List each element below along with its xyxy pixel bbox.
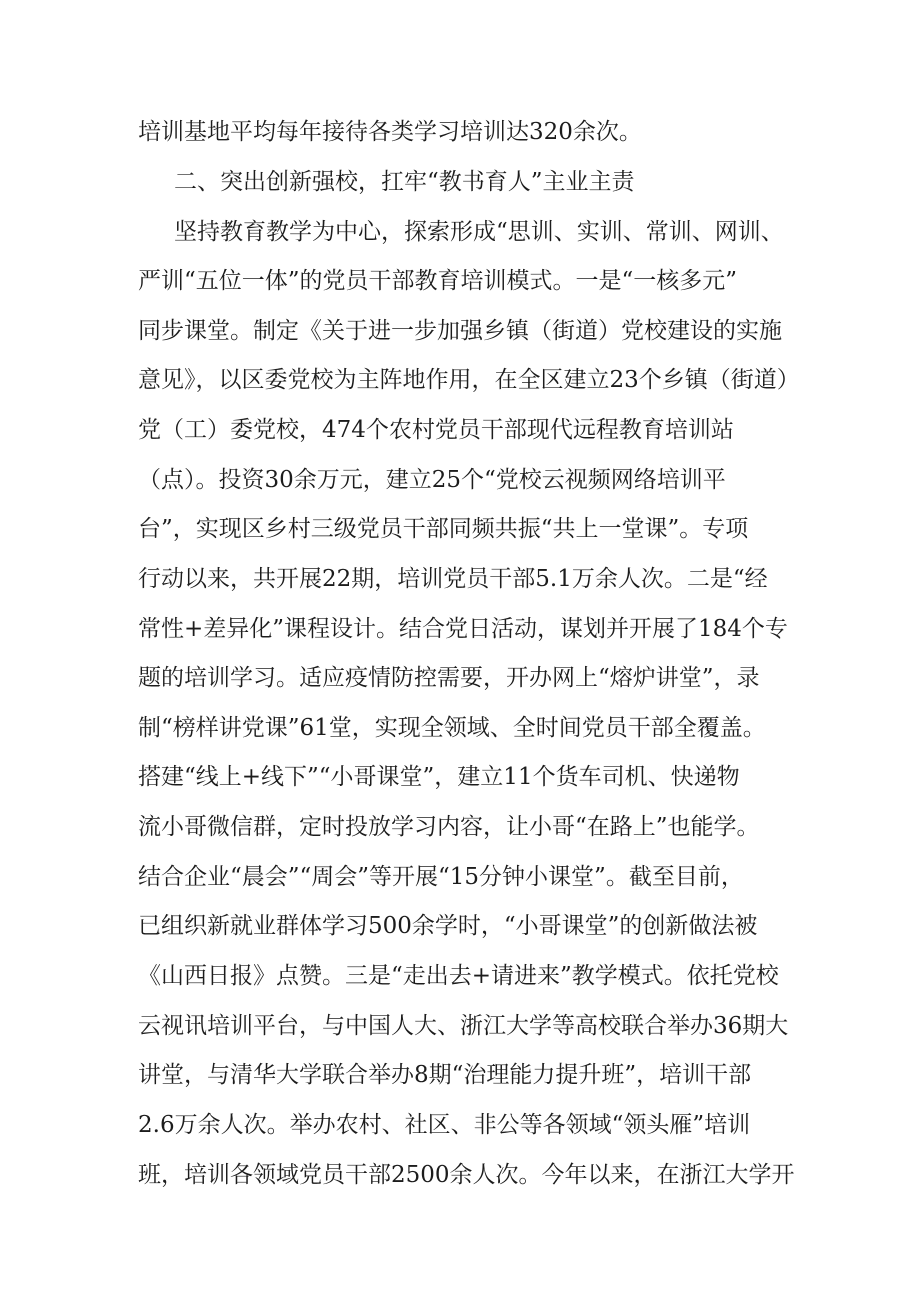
text-line: 台”，实现区乡村三级党员干部同频共振“共上一堂课”。专项: [138, 516, 749, 542]
text-line: 制“榜样讲党课”61堂，实现全领域、全时间党员干部全覆盖。: [138, 715, 766, 741]
text-line: 培训基地平均每年接待各类学习培训达320余次。: [138, 119, 642, 145]
text-line: 行动以来，共开展22期，培训党员干部5.1万余人次。二是“经: [138, 566, 768, 592]
text-line: 2.6万余人次。举办农村、社区、非公等各领域“领头雁”培训: [138, 1112, 751, 1138]
text-line: 班，培训各领域党员干部2500余人次。今年以来，在浙江大学开: [138, 1162, 795, 1188]
paragraph-first-line: 坚持教育教学为中心，探索形成“思训、实训、常训、网训、: [174, 219, 784, 245]
text-line: 同步课堂。制定《关于进一步加强乡镇（街道）党校建设的实施: [138, 318, 782, 344]
text-line: 党（工）委党校，474个农村党员干部现代远程教育培训站: [138, 417, 734, 443]
text-line: 严训“五位一体”的党员干部教育培训模式。一是“一核多元”: [138, 268, 738, 294]
text-line: （点）。投资30余万元，建立25个“党校云视频网络培训平: [138, 467, 726, 493]
text-line: 讲堂，与清华大学联合举办8期“治理能力提升班”，培训干部: [138, 1062, 752, 1088]
text-line: 流小哥微信群，定时投放学习内容，让小哥“在路上”也能学。: [138, 814, 760, 840]
text-line: 搭建“线上+线下”“小哥课堂”，建立11个货车司机、快递物: [138, 764, 740, 790]
text-line: 常性+差异化”课程设计。结合党日活动，谋划并开展了184个专: [138, 616, 788, 642]
text-line: 意见》，以区委党校为主阵地作用，在全区建立23个乡镇（街道）: [138, 367, 800, 393]
text-line: 《山西日报》点赞。三是“走出去+请进来”教学模式。依托党校: [138, 963, 779, 989]
text-line: 云视讯培训平台，与中国人大、浙江大学等高校联合举办36期大: [138, 1013, 789, 1039]
text-line: 结合企业“晨会”“周会”等开展“15分钟小课堂”。截至目前，: [138, 864, 744, 890]
text-line: 题的培训学习。适应疫情防控需要，开办网上“熔炉讲堂”，录: [138, 665, 760, 691]
section-heading: 二、突出创新强校，扛牢“教书育人”主业主责: [174, 169, 635, 195]
text-line: 已组织新就业群体学习500余学时，“小哥课堂”的创新做法被: [138, 913, 758, 939]
